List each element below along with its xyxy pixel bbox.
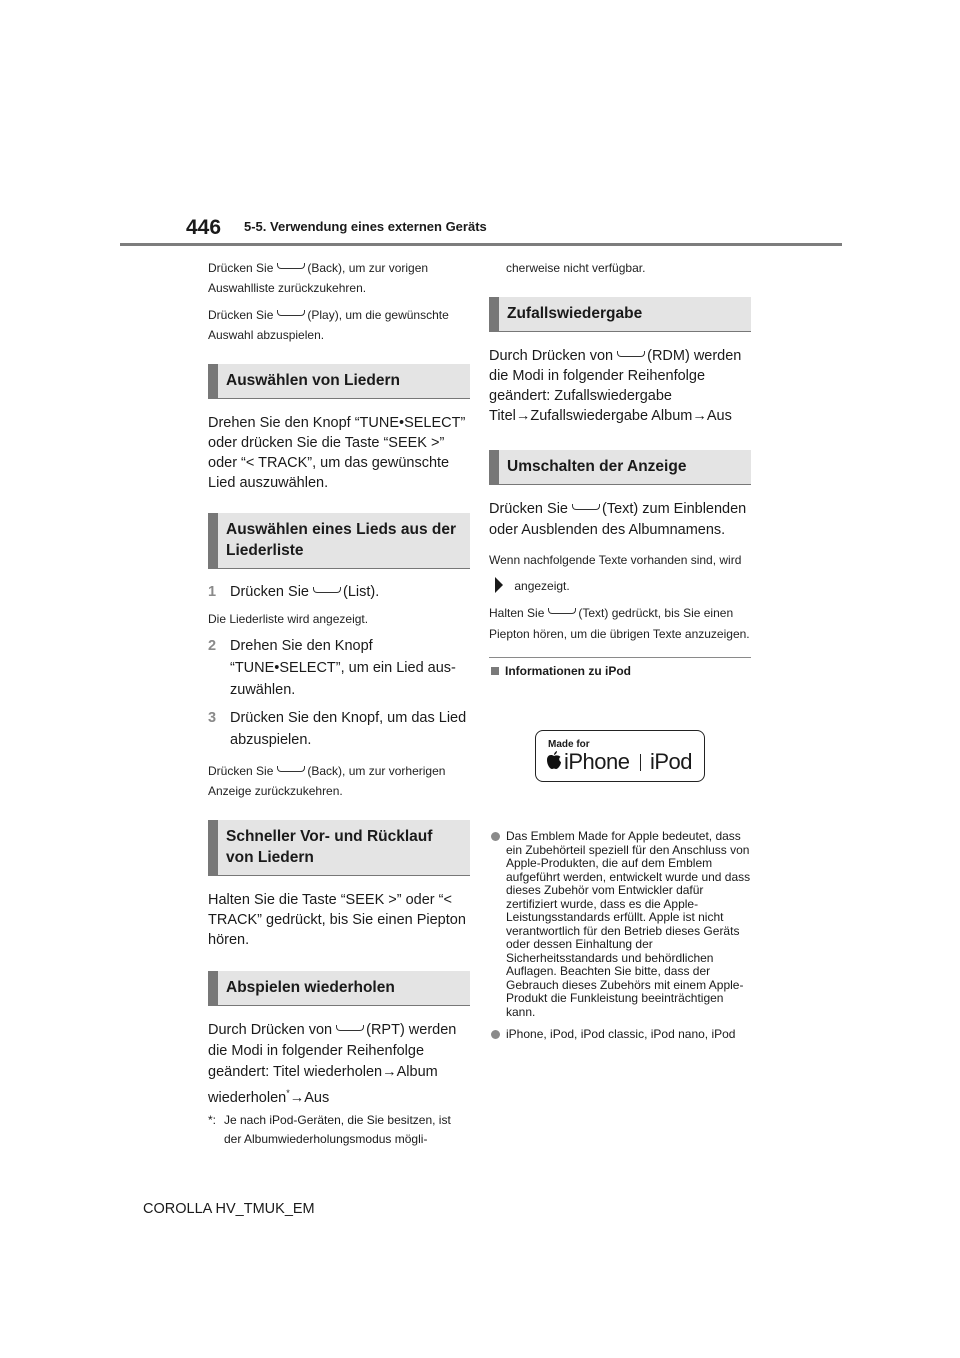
paragraph-back-2: Drücken Sie (Back), um zur vorherigen Anzeige zurückzukehren.	[208, 764, 446, 798]
made-for-iphone-ipod-badge: Made for iPhone iPod	[535, 730, 705, 782]
heading-abspielen-wiederholen: Abspielen wiederholen	[208, 971, 470, 1006]
step-1-note: Die Liederliste wird angezeigt.	[208, 612, 369, 626]
square-bullet-icon	[491, 667, 499, 675]
badge-separator	[640, 754, 641, 771]
bullet-apple-emblem: Das Emblem Made for Apple bedeutet, dass ein Zubehörteil speziell für den Anschluss von Apple-Produkten, die auf dem Emblem aufgeführt werden, entwickelt wurde und dass dieses Zubehör vom Entwickler dafür zertifiziert wurde, dass es die Apple-Leistungsstandards erfüllt. Apple ist nicht verantwortlich für den Betrieb dieses Geräts oder dessen Einhaltung der Sicherheitsstandards und behördlichen Auflagen. Beachten Sie bitte, dass der Gebrauch dieses Zubehörs mit einem Apple-Produkt die Funkleistung beeinträchtigen kann.	[489, 830, 751, 1019]
step-3: 3 Drücken Sie den Knopf, um das Lied abzuspielen.	[208, 710, 467, 748]
back-button-icon	[277, 766, 305, 772]
step-2: 2 Drehen Sie den Knopf “TUNE•SELECT”, um ein Lied auszuwählen.	[208, 638, 456, 698]
paragraph-play: Drücken Sie (Play), um die gewünschte Auswahl abzuspielen.	[208, 308, 449, 342]
right-column	[489, 258, 751, 1042]
paragraph-hold-text: Halten Sie (Text) gedrückt, bis Sie einen Piepton hören, um die übrigen Texte anzuzeigen.	[489, 606, 750, 641]
paragraph-repeat: Durch Drücken von (RPT) werden die Modi in folgender Reihenfolge geändert: Titel wiederholen→Album wiederholen*→Aus	[208, 1022, 457, 1106]
apple-logo-icon	[546, 750, 562, 770]
rdm-button-icon	[617, 351, 645, 357]
divider	[489, 657, 751, 658]
left-column	[208, 258, 470, 1149]
list-button-icon	[313, 587, 341, 593]
paragraph-random: Durch Drücken von (RDM) werden die Modi in folgender Reihenfolge geändert: Zufallswiedergabe Titel→Zufallswiedergabe Album→Aus	[489, 348, 742, 424]
paragraph-select-song: Drehen Sie den Knopf “TUNE•SELECT” oder drücken Sie die Taste “SEEK >” oder “< TRACK”, um das gewünschte Lied auszuwählen.	[208, 415, 466, 491]
footnote: *: Je nach iPod-Geräten, die Sie besitzen, ist der Albumwiederholungsmodus mögli-	[208, 1112, 451, 1146]
paragraph-seek: Halten Sie die Taste “SEEK >” oder “< TRACK” gedrückt, bis Sie einen Piepton hören.	[208, 892, 466, 948]
heading-auswaehlen-von-liedern: Auswählen von Liedern	[208, 364, 470, 399]
heading-umschalten-der-anzeige: Umschalten der Anzeige	[489, 450, 751, 485]
paragraph-more-text: Wenn nachfolgende Texte vorhanden sind, wird angezeigt.	[489, 553, 742, 593]
back-button-icon	[277, 263, 305, 269]
bullet-trademarks: iPhone, iPod, iPod classic, iPod nano, iPod	[489, 1028, 751, 1042]
paragraph-back: Drücken Sie (Back), um zur vorigen Auswahlliste zurückzukehren.	[208, 261, 429, 295]
text-button-icon	[572, 504, 600, 510]
header-rule	[120, 243, 842, 246]
footer-model-code: COROLLA HV_TMUK_EM	[143, 1201, 315, 1217]
play-button-icon	[277, 310, 305, 316]
bullet-dot-icon	[491, 1030, 500, 1039]
heading-lied-aus-liederliste: Auswählen eines Lieds aus der Liederliste	[208, 513, 470, 569]
more-text-arrow-icon	[493, 575, 505, 595]
footnote-continued: cherweise nicht verfügbar.	[506, 261, 646, 275]
text-button-icon	[548, 608, 576, 614]
heading-schneller-vor-ruecklauf: Schneller Vor- und Rücklauf von Liedern	[208, 820, 470, 876]
heading-zufallswiedergabe: Zufallswiedergabe	[489, 297, 751, 332]
info-heading: Informationen zu iPod	[489, 664, 751, 678]
step-1: 1 Drücken Sie (List).	[208, 584, 380, 600]
section-title: 5-5. Verwendung eines externen Geräts	[244, 219, 487, 234]
bullet-dot-icon	[491, 832, 500, 841]
rpt-button-icon	[336, 1025, 364, 1031]
page-number: 446	[186, 216, 222, 239]
paragraph-text: Drücken Sie (Text) zum Einblenden oder Ausblenden des Albumnamens.	[489, 501, 747, 538]
